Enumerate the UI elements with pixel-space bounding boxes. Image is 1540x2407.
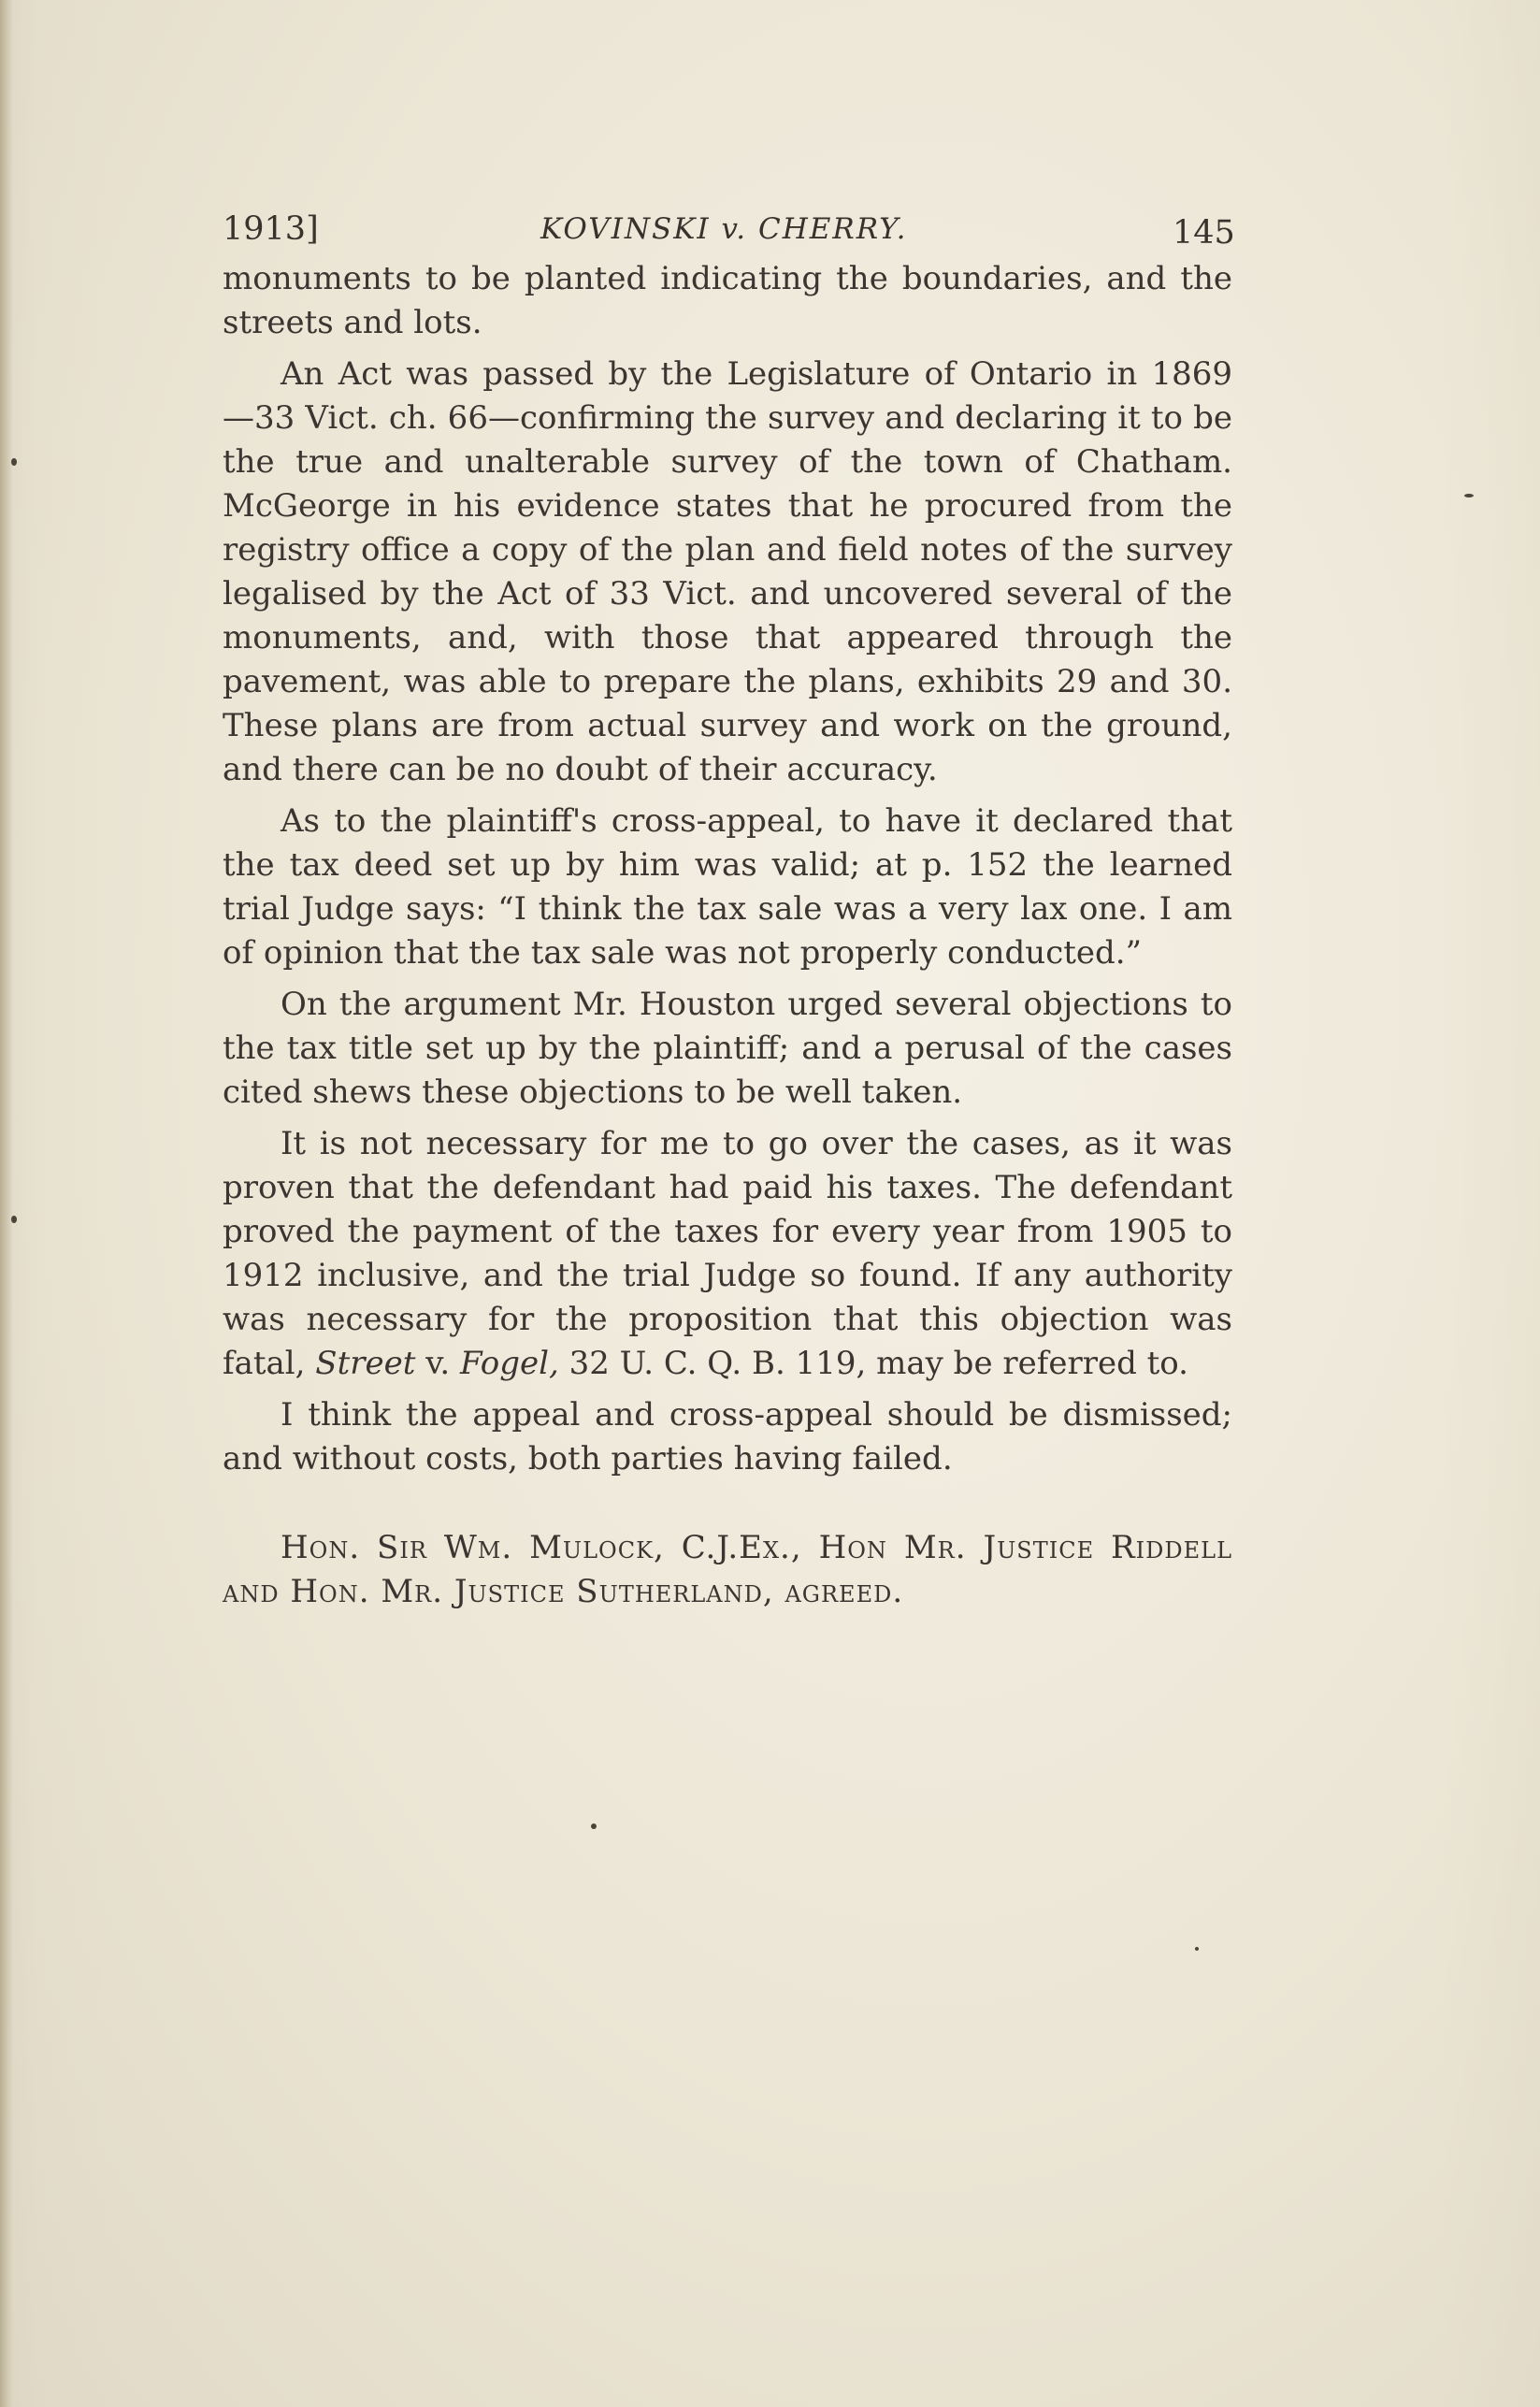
header-case-title: KOVINSKI v. CHERRY.	[540, 212, 908, 246]
ink-speck	[1195, 1947, 1199, 1951]
versus: v.	[415, 1345, 461, 1382]
running-head	[223, 201, 1251, 257]
paragraph-4: On the argument Mr. Houston urged several objections to the tax title set up by the plaintiff; and a perusal of the cases cited shews these objections to be well taken.	[223, 986, 1232, 1111]
ink-speck	[591, 1823, 597, 1829]
case-name-fogel: Fogel,	[460, 1345, 559, 1382]
concurrence-line: Hon. Sir Wm. Mulock, C.J.Ex., Hon Mr. Justice Riddell and Hon. Mr. Justice Sutherland, agreed.	[223, 1529, 1232, 1610]
paragraph-3: As to the plaintiff's cross-appeal, to have it declared that the tax deed set up by him was valid; at p. 152 the learned trial Judge says: “I think the tax sale was a very lax one. I am of opinion that the tax sale was not properly conducted.”	[223, 802, 1232, 972]
ink-speck	[1464, 494, 1474, 497]
spacer	[223, 1489, 1251, 1526]
paragraph-6: I think the appeal and cross-appeal should be dismissed; and without costs, both parties having failed.	[223, 1396, 1232, 1477]
header-year: 1913]	[223, 210, 319, 248]
paragraph-5-text: It is not necessary for me to go over the cases, as it was proven that the defendant had paid his taxes. The defendant proved the payment of the taxes for every year from 1905 to 1912 inclusive, and the trial Judge so found. If any authority was necessary for the proposition that this objection was fatal,	[223, 1125, 1232, 1382]
page-number: 145	[1173, 214, 1235, 252]
paragraph-1: monuments to be planted indicating the boundaries, and the streets and lots.	[223, 260, 1232, 341]
ink-speck	[11, 458, 17, 466]
case-name-street: Street	[315, 1345, 416, 1382]
book-spine-shadow	[0, 0, 13, 2407]
citation: 32 U. C. Q. B. 119, may be referred to.	[558, 1345, 1188, 1382]
paragraph-5	[223, 1122, 1232, 1386]
ink-speck	[11, 1216, 17, 1223]
paragraph-2: An Act was passed by the Legislature of Ontario in 1869 —33 Vict. ch. 66—confirming the survey and declaring it to be the true and unalterable survey of the town of Chatham. McGeorge in his evidence states that he procured from the registry office a copy of the plan and field notes of the survey legalised by the Act of 33 Vict. and uncovered several of the monuments, and, with those that appeared through the pavement, was able to prepare the plans, exhibits 29 and 30. These plans are from actual survey and work on the ground, and there can be no doubt of their accuracy.	[223, 355, 1232, 788]
page-text	[223, 201, 1251, 1621]
